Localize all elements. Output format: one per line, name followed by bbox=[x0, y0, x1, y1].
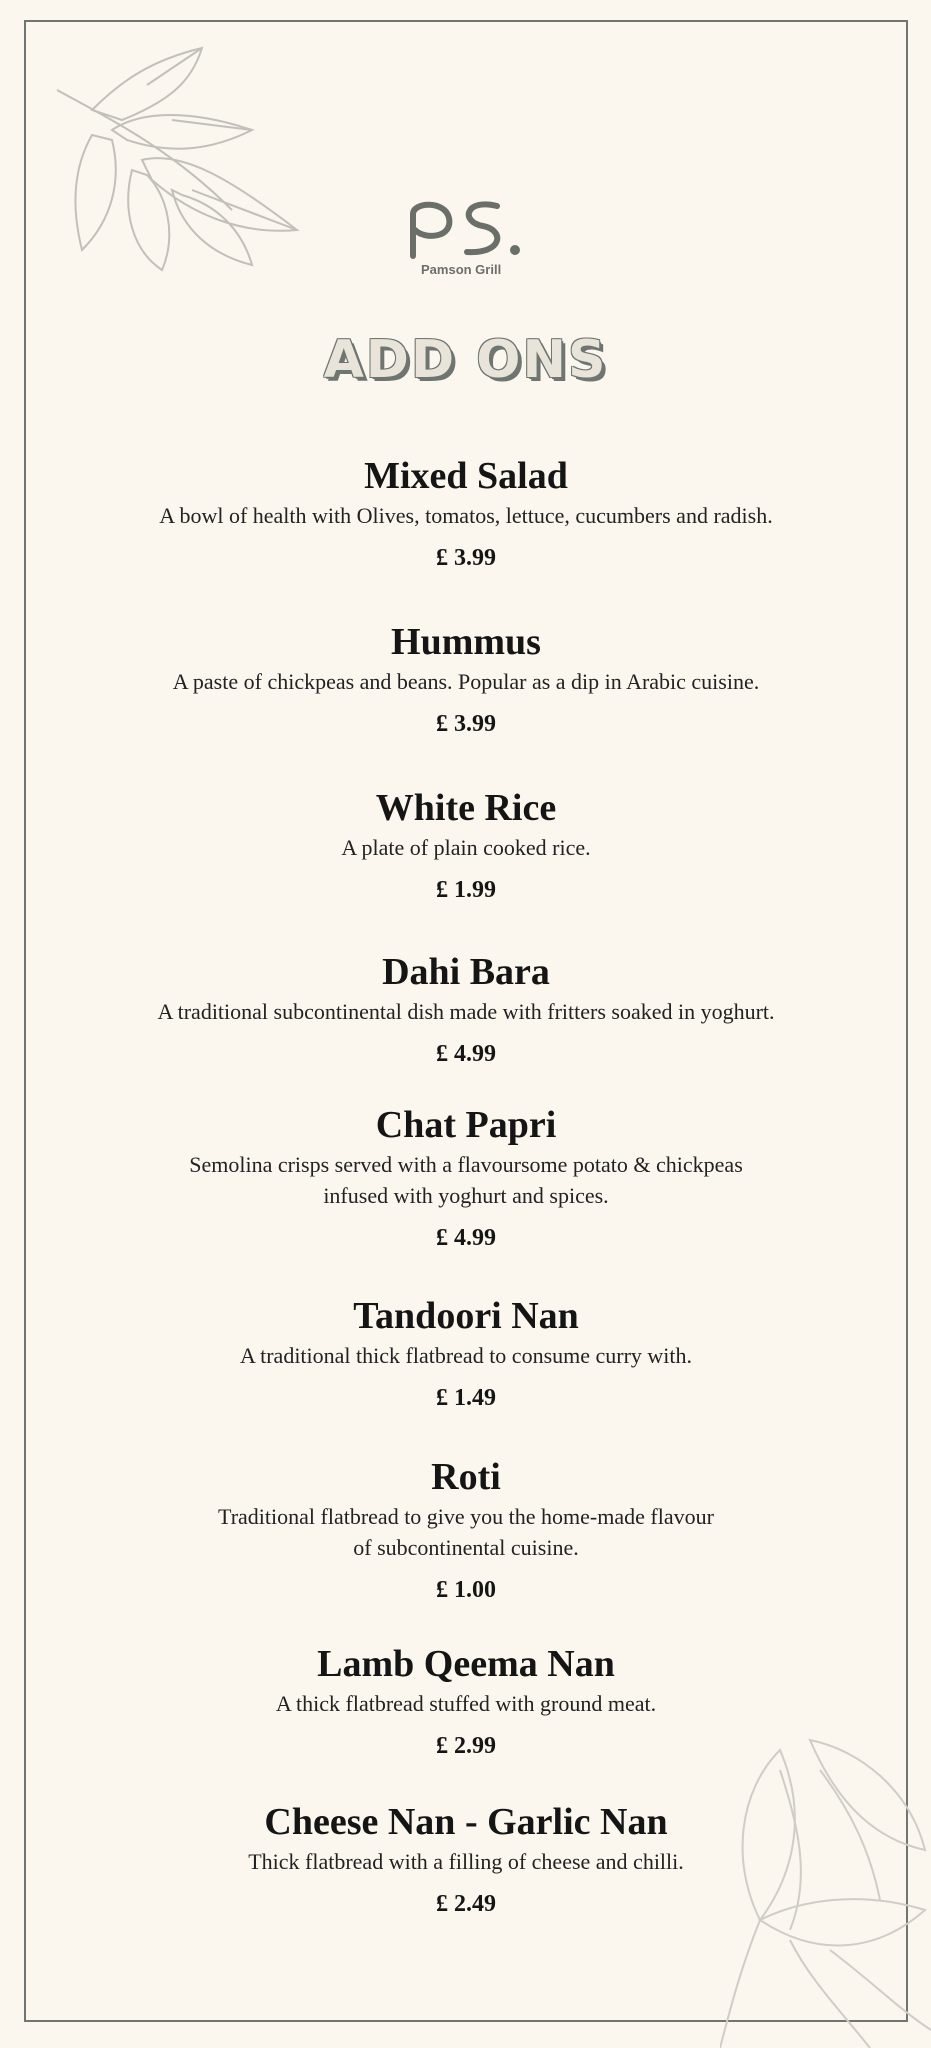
item-name: Mixed Salad bbox=[364, 455, 568, 497]
item-name: Dahi Bara bbox=[382, 951, 550, 993]
menu-item-chat-papri bbox=[24, 1103, 908, 1253]
menu-item-hummus bbox=[24, 620, 908, 739]
section-title: ADD ONS bbox=[323, 330, 608, 390]
item-name: Roti bbox=[431, 1456, 501, 1498]
item-description: Traditional flatbread to give you the home-made flavour bbox=[218, 1504, 714, 1529]
menu-item-roti bbox=[24, 1455, 908, 1605]
menu-item-mixed-salad bbox=[24, 454, 908, 573]
item-price: £ 4.99 bbox=[436, 1041, 496, 1067]
item-name: Tandoori Nan bbox=[353, 1295, 579, 1337]
item-description: A thick flatbread stuffed with ground meat. bbox=[275, 1691, 657, 1716]
item-description: A paste of chickpeas and beans. Popular as a dip in Arabic cuisine. bbox=[172, 669, 760, 694]
menu-item-dahi-bara bbox=[24, 950, 908, 1069]
menu-item-tandoori-nan bbox=[24, 1294, 908, 1413]
item-name: Lamb Qeema Nan bbox=[317, 1643, 615, 1685]
menu-item-white-rice bbox=[24, 786, 908, 905]
leaf-illustration-icon bbox=[52, 40, 312, 280]
brand-name: Pamson Grill bbox=[421, 262, 502, 277]
item-description: A traditional subcontinental dish made with fritters soaked in yoghurt. bbox=[157, 999, 775, 1024]
item-description: A traditional thick flatbread to consume curry with. bbox=[239, 1343, 693, 1368]
item-price: £ 1.00 bbox=[436, 1577, 496, 1603]
item-price: £ 1.99 bbox=[436, 877, 496, 903]
item-name: Cheese Nan - Garlic Nan bbox=[264, 1801, 668, 1843]
item-name: Chat Papri bbox=[375, 1104, 557, 1146]
item-description: Thick flatbread with a filling of cheese and chilli. bbox=[248, 1849, 684, 1874]
item-description: infused with yoghurt and spices. bbox=[323, 1183, 609, 1208]
item-description: of subcontinental cuisine. bbox=[353, 1535, 579, 1560]
item-price: £ 1.49 bbox=[436, 1385, 496, 1411]
item-description: Semolina crisps served with a flavoursome potato & chickpeas bbox=[189, 1152, 743, 1177]
item-description: A plate of plain cooked rice. bbox=[341, 835, 591, 860]
pamson-grill-logo bbox=[405, 196, 535, 288]
item-price: £ 4.99 bbox=[436, 1225, 496, 1251]
item-price: £ 3.99 bbox=[436, 711, 496, 737]
menu-item-lamb-qeema-nan bbox=[24, 1642, 908, 1761]
item-price: £ 3.99 bbox=[436, 545, 496, 571]
item-price: £ 2.99 bbox=[436, 1733, 496, 1759]
item-name: Hummus bbox=[391, 621, 541, 663]
pamson-grill-logo-icon bbox=[405, 196, 525, 266]
menu-item-cheese-garlic-nan bbox=[24, 1800, 908, 1919]
item-description: A bowl of health with Olives, tomatos, lettuce, cucumbers and radish. bbox=[159, 503, 773, 528]
item-price: £ 2.49 bbox=[436, 1891, 496, 1917]
item-name: White Rice bbox=[375, 787, 557, 829]
